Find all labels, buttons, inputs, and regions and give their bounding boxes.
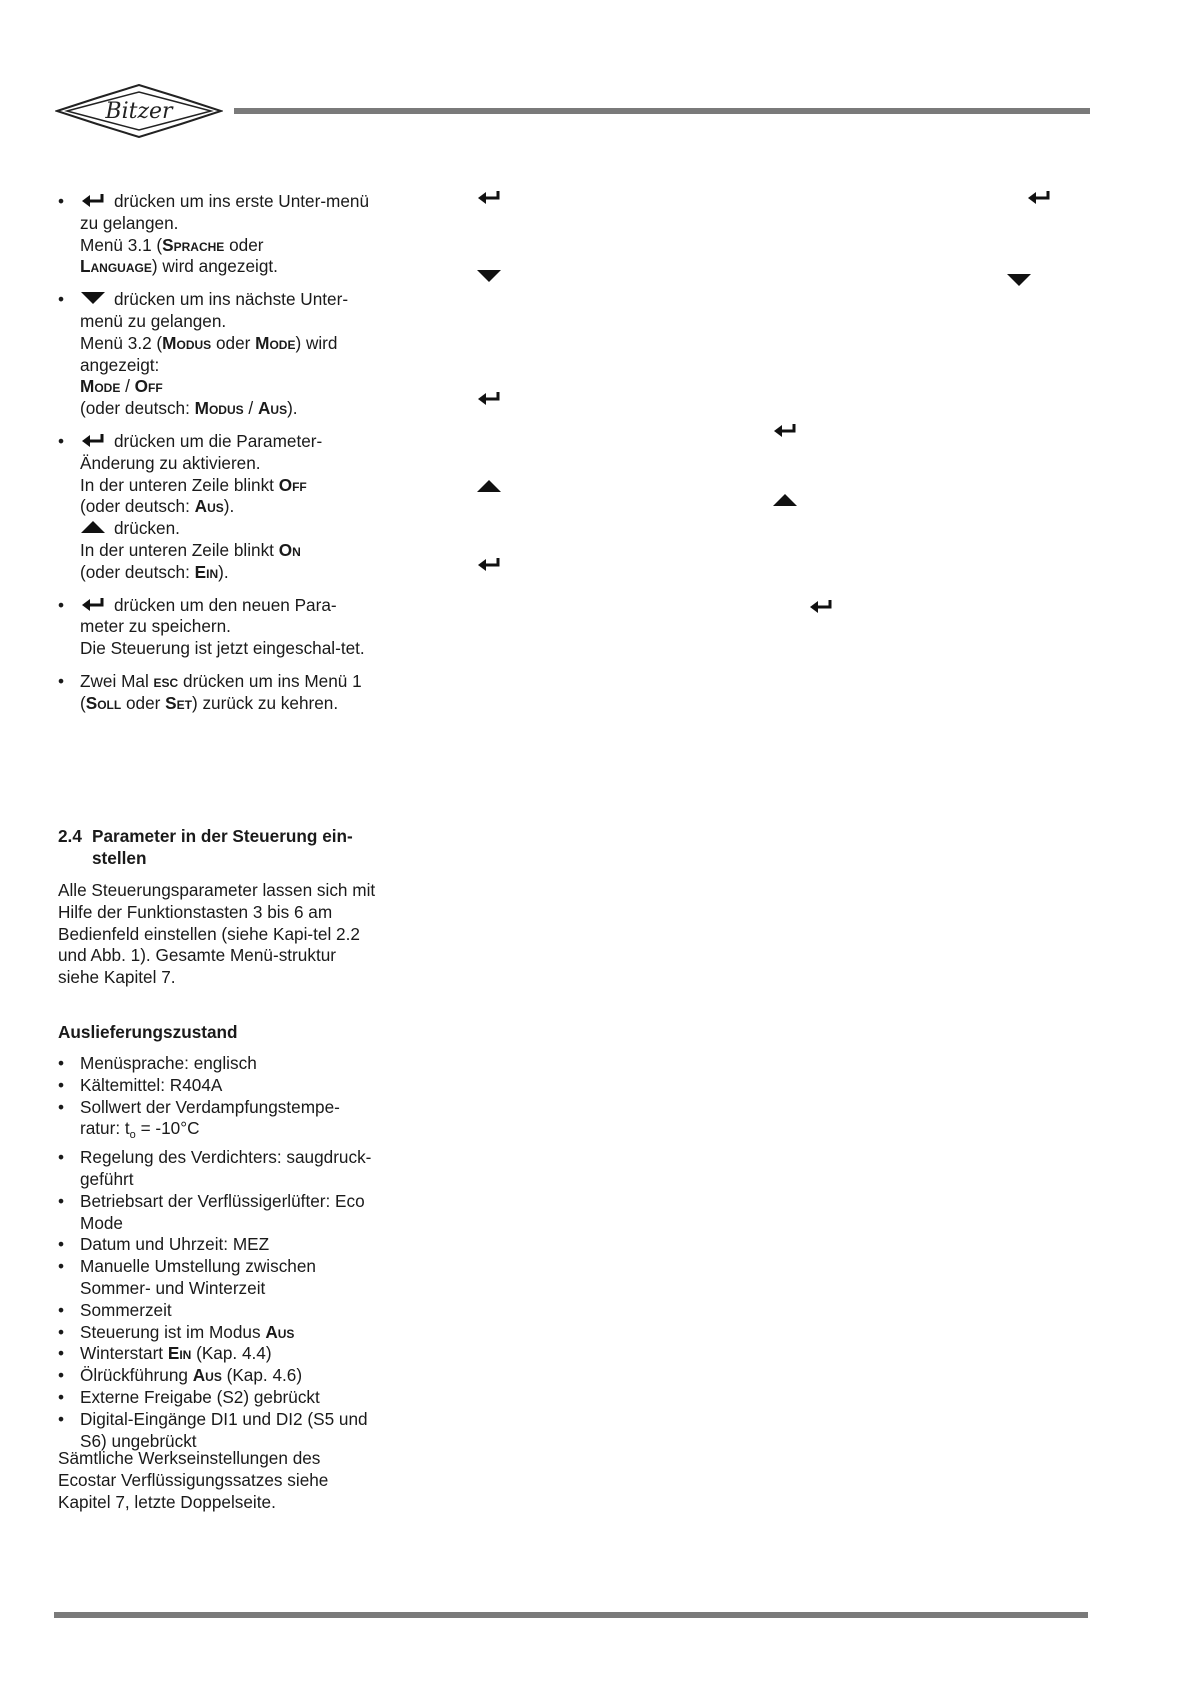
enter-icon — [476, 556, 502, 572]
svg-text:Bitzer: Bitzer — [105, 99, 173, 124]
list-item: • drücken um den neuen Para-meter zu speichern. Die Steuerung ist jetzt eingeschal-tet. — [58, 595, 378, 660]
list-item: • Zwei Mal esc drücken um ins Menü 1 (Soll oder Set) zurück zu kehren. — [58, 671, 378, 715]
list-item: • Menüsprache: englisch — [58, 1053, 378, 1075]
list-item: • Kältemittel: R404A — [58, 1075, 378, 1097]
list-item: • Externe Freigabe (S2) gebrückt — [58, 1387, 378, 1409]
enter-icon — [80, 193, 106, 207]
list-item: • Manuelle Umstellung zwischen Sommer- und Winterzeit — [58, 1256, 378, 1300]
header-rule — [234, 108, 1090, 114]
list-item: • drücken um ins erste Unter-menü zu gelangen. Menü 3.1 (Sprache oder Language) wird angezeigt. — [58, 191, 378, 278]
factory-settings-note: Sämtliche Werkseinstellungen des Ecostar Verflüssigungssatzes siehe Kapitel 7, letzte Doppelseite. — [58, 1448, 329, 1512]
section-heading: 2.4 Parameter in der Steuerung ein- stellen — [58, 826, 353, 868]
enter-icon — [476, 390, 502, 406]
list-item: • drücken um ins nächste Unter-menü zu gelangen. Menü 3.2 (Modus oder Mode) wird angezeigt: Mode / Off (oder deutsch: Modus / Aus). — [58, 289, 378, 420]
enter-icon — [80, 433, 106, 447]
list-item: • Sommerzeit — [58, 1300, 378, 1322]
list-item: • Sollwert der Verdampfungstempe-ratur: $t_o = -10^\circ C$ — [58, 1097, 378, 1148]
list-item: • Ölrückführung Aus (Kap. 4.6) — [58, 1365, 378, 1387]
arrow-down-icon — [80, 291, 106, 305]
arrow-up-icon — [476, 478, 502, 494]
enter-icon — [476, 189, 502, 205]
steps-list — [58, 191, 378, 726]
list-item: • Winterstart Ein (Kap. 4.4) — [58, 1343, 378, 1365]
defaults-list — [58, 1053, 378, 1452]
footer-rule — [54, 1612, 1088, 1618]
list-item: • Betriebsart der Verflüssigerlüfter: Eco Mode — [58, 1191, 378, 1235]
bitzer-logo — [55, 84, 223, 138]
enter-icon — [80, 597, 106, 611]
list-item: • drücken um die Parameter-Änderung zu aktivieren. In der unteren Zeile blinkt Off (oder deutsch: Aus). drücken. In der unteren Zeile blinkt On (oder deutsch: Ein). — [58, 431, 378, 584]
arrow-down-icon — [476, 268, 502, 284]
enter-icon — [772, 422, 798, 438]
list-item: • Digital-Eingänge DI1 und DI2 (S5 und S6) ungebrückt — [58, 1409, 378, 1453]
enter-icon — [808, 598, 834, 614]
list-item: • Steuerung ist im Modus Aus — [58, 1322, 378, 1344]
section-intro: Alle Steuerungsparameter lassen sich mit Hilfe der Funktionstasten 3 bis 6 am Bedienfeld einstellen (siehe Kapi-tel 2.2 und Abb. 1). Gesamte Menü-struktur siehe Kapitel 7. — [58, 880, 376, 988]
defaults-heading: Auslieferungszustand — [58, 1022, 238, 1042]
arrow-up-icon — [772, 492, 798, 508]
list-item: • Datum und Uhrzeit: MEZ — [58, 1234, 378, 1256]
list-item: • Regelung des Verdichters: saugdruck-geführt — [58, 1147, 378, 1191]
arrow-down-icon — [1006, 272, 1032, 288]
arrow-up-icon — [80, 520, 106, 534]
enter-icon — [1026, 189, 1052, 205]
